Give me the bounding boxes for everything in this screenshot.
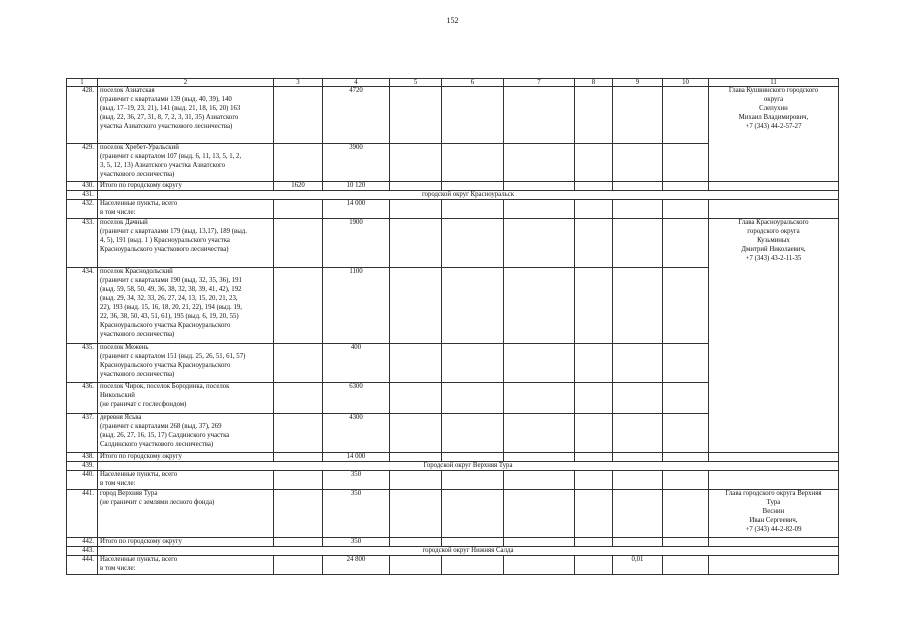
value-cell: 1100 xyxy=(323,268,390,344)
row-number: 443. xyxy=(67,547,98,556)
value-cell: 350 xyxy=(323,471,390,490)
header-cell: 3 xyxy=(274,79,323,87)
table-row xyxy=(67,219,839,268)
header-cell: 5 xyxy=(390,79,442,87)
value-cell: 24 800 xyxy=(323,556,390,575)
row-number: 436. xyxy=(67,383,98,414)
settlement-name: деревня Ясьва (граничит с кварталами 268 (выд. 37), 269 (выд. 26, 27, 16, 15, 17) Салдинского участка Салдинского участкового лесничества) xyxy=(98,414,274,453)
value-cell: 14 000 xyxy=(323,200,390,219)
settlement-name: поселок Хребет-Уральский (граничит с кварталом 107 (выд. 6, 11, 13, 5, 1, 2, 3, 5, 12, 13) Азиатского участка Азиатского участкового лесничества) xyxy=(98,144,274,182)
contact-cell: Глава Кушвинского городского округа Слепухин Михаил Владимирович, +7 (343) 44-2-57-27 xyxy=(709,87,839,182)
row-number: 433. xyxy=(67,219,98,268)
value-cell: 400 xyxy=(323,344,390,383)
value-cell: 350 xyxy=(323,538,390,547)
row-number: 431. xyxy=(67,191,98,200)
row-number: 435. xyxy=(67,344,98,383)
table-row xyxy=(67,471,839,490)
settlement-name: город Верхняя Тура (не граничит с землями лесного фонда) xyxy=(98,490,274,538)
total-label: Итого по городскому округу xyxy=(98,182,274,191)
total-label: Итого по городскому округу xyxy=(98,538,274,547)
section-title: городской округ Нижняя Салда xyxy=(98,547,839,556)
row-number: 437. xyxy=(67,414,98,453)
settlements-table xyxy=(66,78,839,575)
table-row xyxy=(67,200,839,219)
settlement-name: поселок Азиатская (граничит с кварталами 139 (выд. 40, 39), 140 (выд. 17–19, 23, 21), 141 (выд. 21, 18, 16, 20) 163 (выд. 22, 36, 27, 31, 8, 7, 2, 3, 31, 35) Азиатского участка Азиатского участкового лесничества) xyxy=(98,87,274,144)
section-title: городской округ Красноуральск xyxy=(98,191,839,200)
section-title: Городской округ Верхняя Тура xyxy=(98,462,839,471)
header-cell: 8 xyxy=(575,79,613,87)
total-label: Итого по городскому округу xyxy=(98,453,274,462)
value-cell: 10 120 xyxy=(323,182,390,191)
settlement-name: поселок Краснодольский (граничит с кварталами 190 (выд. 32, 35, 36), 191 (выд. 59, 58, 50, 49, 36, 38, 32, 38, 39, 41, 42), 192 (выд. 29, 34, 32, 33, 26, 27, 24, 13, 15, 20, 21, 23, 22), 193 (выд. 15, 16, 18, 20, 21, 22), 194 (выд. 19, 22, 36, 38, 50, 43, 51, 61), 195 (выд. 6, 19, 20, 55) Красноуральского участка Красноуральского участкового лесничества) xyxy=(98,268,274,344)
value-cell: 3900 xyxy=(323,144,390,182)
section-row xyxy=(67,191,839,200)
header-cell: 11 xyxy=(709,79,839,87)
value-cell: 1900 xyxy=(323,219,390,268)
total-row xyxy=(67,538,839,547)
settlement-name: Населенные пункты, всего в том числе: xyxy=(98,200,274,219)
settlement-name: поселок Чирок, поселок Бородинка, поселок Никольский (не граничат с гослесфондом) xyxy=(98,383,274,414)
value-cell: 350 xyxy=(323,490,390,538)
settlement-name: Населенные пункты, всего в том числе: xyxy=(98,471,274,490)
value-cell: 4720 xyxy=(323,87,390,144)
value-cell: 0,01 xyxy=(613,556,663,575)
table-row xyxy=(67,556,839,575)
row-number: 432. xyxy=(67,200,98,219)
total-row xyxy=(67,453,839,462)
total-row xyxy=(67,182,839,191)
table-row xyxy=(67,87,839,144)
settlement-name: поселок Дачный (граничит с кварталами 179 (выд. 13,17), 189 (выд. 4, 5), 191 (выд. 1 ) Красноуральского участка Красноуральского участкового лесничества) xyxy=(98,219,274,268)
header-cell: 1 xyxy=(67,79,98,87)
value-cell: 14 000 xyxy=(323,453,390,462)
row-number: 440. xyxy=(67,471,98,490)
contact-cell: Глава городского округа Верхняя Тура Веснин Иван Сергеевич, +7 (343) 44-2-82-09 xyxy=(709,490,839,538)
header-row xyxy=(67,79,839,87)
header-cell: 2 xyxy=(98,79,274,87)
header-cell: 6 xyxy=(442,79,504,87)
value-cell: 6300 xyxy=(323,383,390,414)
row-number: 429. xyxy=(67,144,98,182)
settlement-name: поселок Межень (граничит с кварталом 151 (выд. 25, 26, 51, 61, 57) Красноуральского участка Красноуральского участкового лесничества) xyxy=(98,344,274,383)
value-cell: 4300 xyxy=(323,414,390,453)
header-cell: 9 xyxy=(613,79,663,87)
row-number: 434. xyxy=(67,268,98,344)
contact-cell: Глава Красноуральского городского округа Кузьминых Дмитрий Николаевич, +7 (343) 43-2-11-35 xyxy=(709,219,839,453)
page-number: 152 xyxy=(446,16,459,25)
section-row xyxy=(67,547,839,556)
row-number: 428. xyxy=(67,87,98,144)
header-cell: 10 xyxy=(663,79,709,87)
table-row xyxy=(67,490,839,538)
settlement-name: Населенные пункты, всего в том числе: xyxy=(98,556,274,575)
row-number: 441. xyxy=(67,490,98,538)
row-number: 430. xyxy=(67,182,98,191)
row-number: 438. xyxy=(67,453,98,462)
value-cell: 1620 xyxy=(274,182,323,191)
row-number: 444. xyxy=(67,556,98,575)
header-cell: 4 xyxy=(323,79,390,87)
header-cell: 7 xyxy=(504,79,575,87)
section-row xyxy=(67,462,839,471)
row-number: 439. xyxy=(67,462,98,471)
row-number: 442. xyxy=(67,538,98,547)
